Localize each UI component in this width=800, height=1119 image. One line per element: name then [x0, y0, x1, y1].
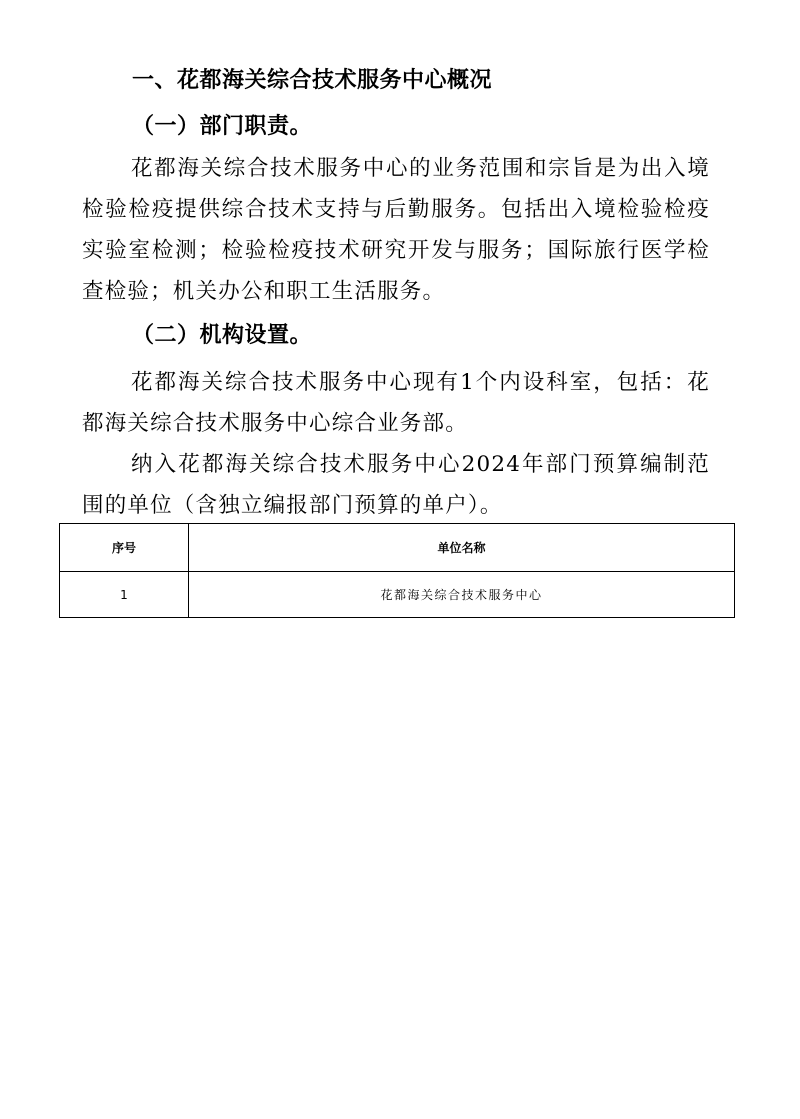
- organization-paragraph: 花都海关综合技术服务中心现有1个内设科室，包括：花都海关综合技术服务中心综合业务部。: [82, 370, 710, 436]
- section-title: 一、花都海关综合技术服务中心概况: [132, 68, 493, 93]
- row-index: 1: [60, 572, 189, 618]
- row-unit-name: 花都海关综合技术服务中心: [189, 572, 735, 618]
- header-unit-name: 单位名称: [189, 524, 735, 572]
- table-header-row: [60, 524, 735, 572]
- subsection-title-organization: （二）机构设置。: [132, 323, 313, 348]
- table-row: [60, 572, 735, 618]
- header-index: 序号: [60, 524, 189, 572]
- budget-scope-paragraph: 纳入花都海关综合技术服务中心2024年部门预算编制范围的单位（含独立编报部门预算的单户）。: [82, 452, 710, 518]
- units-table: [59, 523, 735, 618]
- subsection-title-duties: （一）部门职责。: [132, 114, 313, 139]
- duties-paragraph: 花都海关综合技术服务中心的业务范围和宗旨是为出入境检验检疫提供综合技术支持与后勤服务。包括出入境检验检疫实验室检测；检验检疫技术研究开发与服务；国际旅行医学检查检验；机关办公和职工生活服务。: [82, 156, 710, 304]
